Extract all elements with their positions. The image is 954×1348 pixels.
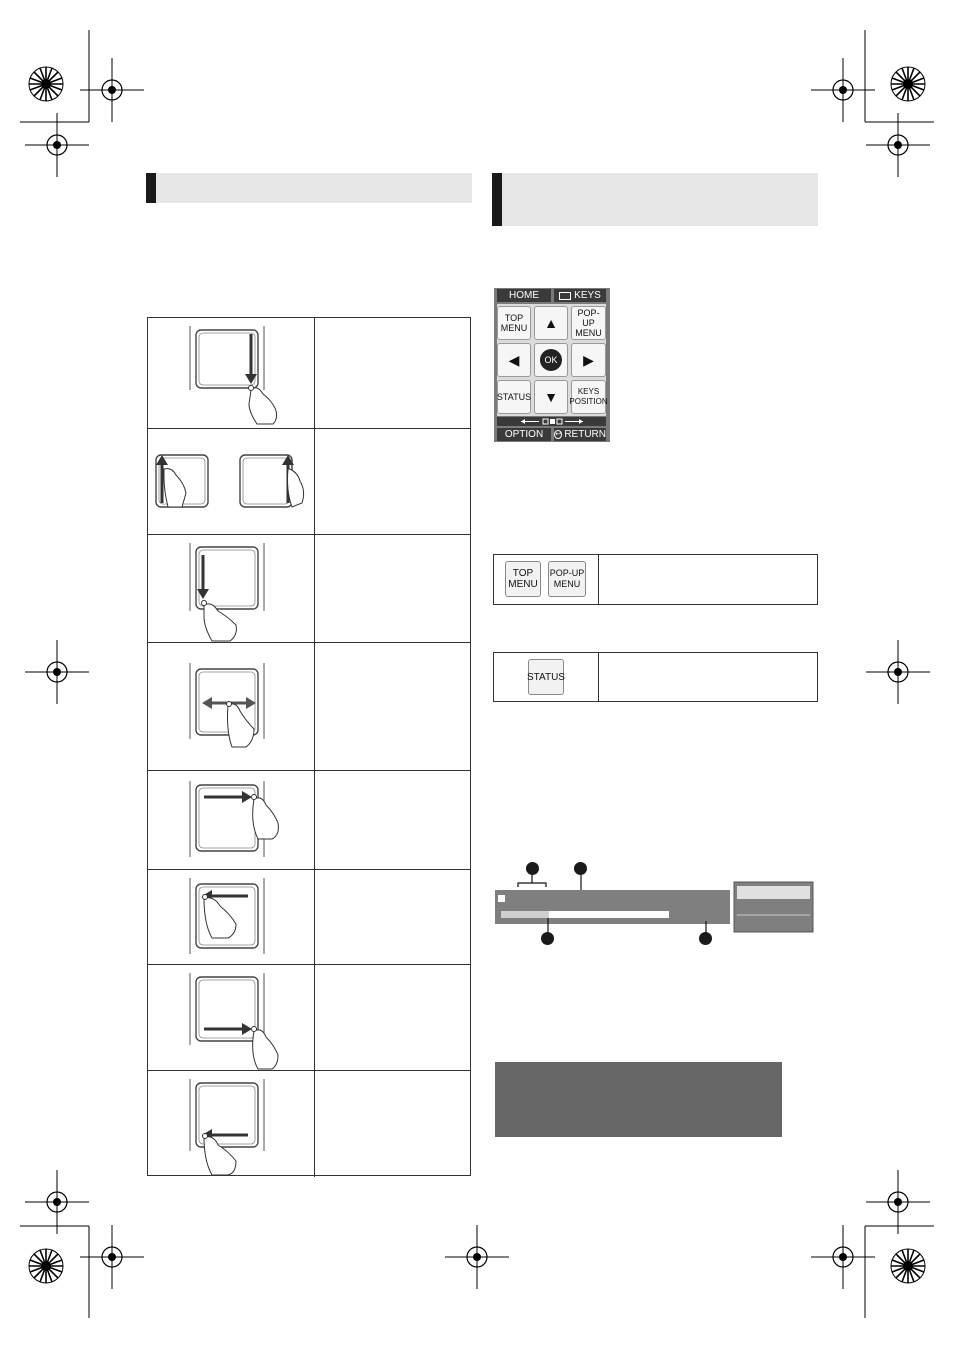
ok-circle: OK — [540, 349, 562, 371]
swipe-down-left-icon — [148, 535, 314, 643]
top-menu-key: TOP MENU — [505, 561, 541, 597]
table-row — [148, 964, 470, 1070]
gesture-illustration — [148, 965, 315, 1070]
header-accent-bar — [492, 173, 502, 226]
swipe-up-edges-icon — [148, 429, 314, 535]
keys-position-key[interactable]: KEYS POSITION — [571, 380, 606, 414]
table-row — [148, 1070, 470, 1177]
ok-key[interactable] — [534, 343, 568, 377]
keys-button[interactable]: KEYS — [554, 289, 606, 302]
table-row — [148, 869, 470, 964]
swipe-right-top-icon — [148, 771, 314, 870]
table-row — [148, 770, 470, 869]
status-key: STATUS — [528, 659, 564, 695]
popup-menu-key[interactable]: POP-UP MENU — [571, 306, 606, 340]
table-row — [148, 534, 470, 642]
up-arrow-key[interactable]: ▲ — [534, 306, 568, 340]
gesture-illustration — [148, 643, 315, 770]
popup-menu-key: POP-UP MENU — [548, 561, 586, 597]
return-icon: ↩ — [555, 431, 562, 438]
gesture-illustration — [148, 535, 315, 642]
left-arrow-key[interactable]: ◀ — [497, 343, 531, 377]
swipe-left-top-icon — [148, 870, 314, 965]
callout-3 — [541, 932, 554, 945]
keys-icon — [559, 292, 571, 300]
page-indicator-icon — [497, 417, 606, 426]
button-cell — [494, 555, 599, 604]
swipe-left-right-icon — [148, 643, 314, 771]
table-row — [148, 428, 470, 534]
gesture-illustration — [148, 870, 315, 964]
top-menu-key[interactable]: TOP MENU — [497, 306, 531, 340]
note-box — [495, 1062, 782, 1137]
gesture-illustration — [148, 429, 315, 534]
option-button[interactable]: OPTION — [497, 428, 551, 441]
gesture-table — [147, 317, 471, 1176]
status-table — [493, 652, 818, 702]
return-button[interactable]: ↩ RETURN — [555, 429, 606, 440]
swipe-right-bottom-icon — [148, 965, 314, 1071]
left-section-header — [146, 173, 472, 203]
status-key[interactable]: STATUS — [497, 380, 531, 414]
gesture-illustration — [148, 318, 315, 428]
top-popup-menu-table — [493, 554, 818, 605]
callout-1 — [526, 862, 539, 875]
table-row — [148, 318, 470, 428]
button-cell — [494, 653, 599, 701]
right-arrow-key[interactable]: ▶ — [571, 343, 606, 377]
status-bar-illustration — [490, 855, 820, 950]
gesture-illustration — [148, 771, 315, 869]
home-button[interactable]: HOME — [497, 289, 551, 302]
gesture-illustration — [148, 1071, 315, 1177]
swipe-left-bottom-icon — [148, 1071, 314, 1178]
remote-panel — [494, 288, 610, 442]
swipe-down-right-icon — [148, 318, 314, 428]
table-row — [148, 642, 470, 770]
right-section-header — [492, 173, 818, 226]
callout-2 — [574, 862, 587, 875]
header-accent-bar — [146, 173, 156, 203]
callout-4 — [699, 932, 712, 945]
down-arrow-key[interactable]: ▼ — [534, 380, 568, 414]
